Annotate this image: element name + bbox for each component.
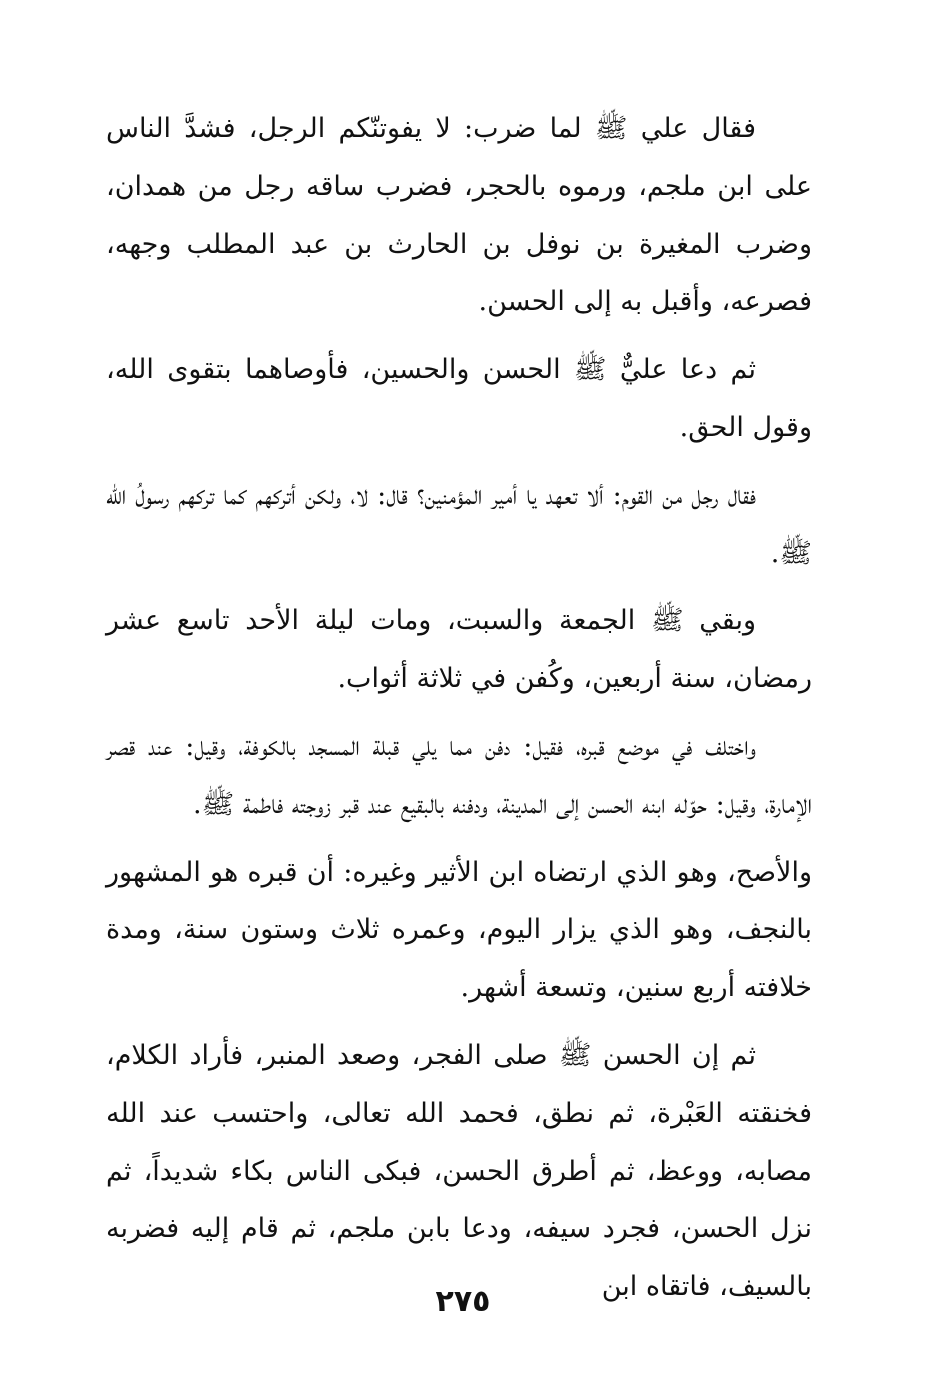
paragraph-4: وبقي ﷺ الجمعة والسبت، ومات ليلة الأحد تاسع عشر رمضان، سنة أربعين، وكُفن في ثلاثة أثواب. — [106, 605, 812, 695]
paragraph-1: فقال علي ﷺ لما ضرب: لا يفوتنّكم الرجل، فشدَّ الناس على ابن ملجم، ورموه بالحجر، فضرب ساقه رجل من همدان، وضرب المغيرة بن نوفل بن الحارث بن عبد المطلب وجهه، فصرعه، وأقبل به إلى الحسن. — [106, 113, 812, 318]
paragraph-7: ثم إن الحسن ﷺ صلى الفجر، وصعد المنبر، فأراد الكلام، فخنقته العَبْرة، ثم نطق، فحمد الله تعالى، واحتسب عند الله مصابه، ووعظ، ثم أطرق الحسن، فبكى الناس بكاء شديداً، ثم نزل الحسن، فجرد سيفه، ودعا بابن ملجم، ثم قام إليه فضربه بالسيف، فاتقاه ابن — [106, 1039, 812, 1303]
page-number: ٢٧٥ — [435, 1284, 491, 1319]
paragraph-5: واختلف في موضع قبره، فقيل: دفن مما يلي قبلة المسجد بالكوفة، وقيل: عند قصر الإمارة، وقيل: حوّله ابنه الحسن إلى المدينة، ودفنه بالبقيع عند قبر زوجته فاطمة ﷺ. — [106, 730, 812, 820]
page-body-text — [106, 100, 812, 1326]
paragraph-2: ثم دعا عليٌّ ﷺ الحسن والحسين، فأوصاهما بتقوى الله، وقول الحق. — [106, 354, 812, 443]
paragraph-3: فقال رجل من القوم: ألا تعهد يا أمير المؤمنين؟ قال: لا، ولكن أتركهم كما تركهم رسولُ الله ﷺ. — [106, 479, 812, 569]
paragraph-6: والأصح، وهو الذي ارتضاه ابن الأثير وغيره: أن قبره هو المشهور بالنجف، وهو الذي يزار اليوم، وعمره ثلاث وستون سنة، ومدة خلافته أربع سنين، وتسعة أشهر. — [106, 856, 812, 1004]
